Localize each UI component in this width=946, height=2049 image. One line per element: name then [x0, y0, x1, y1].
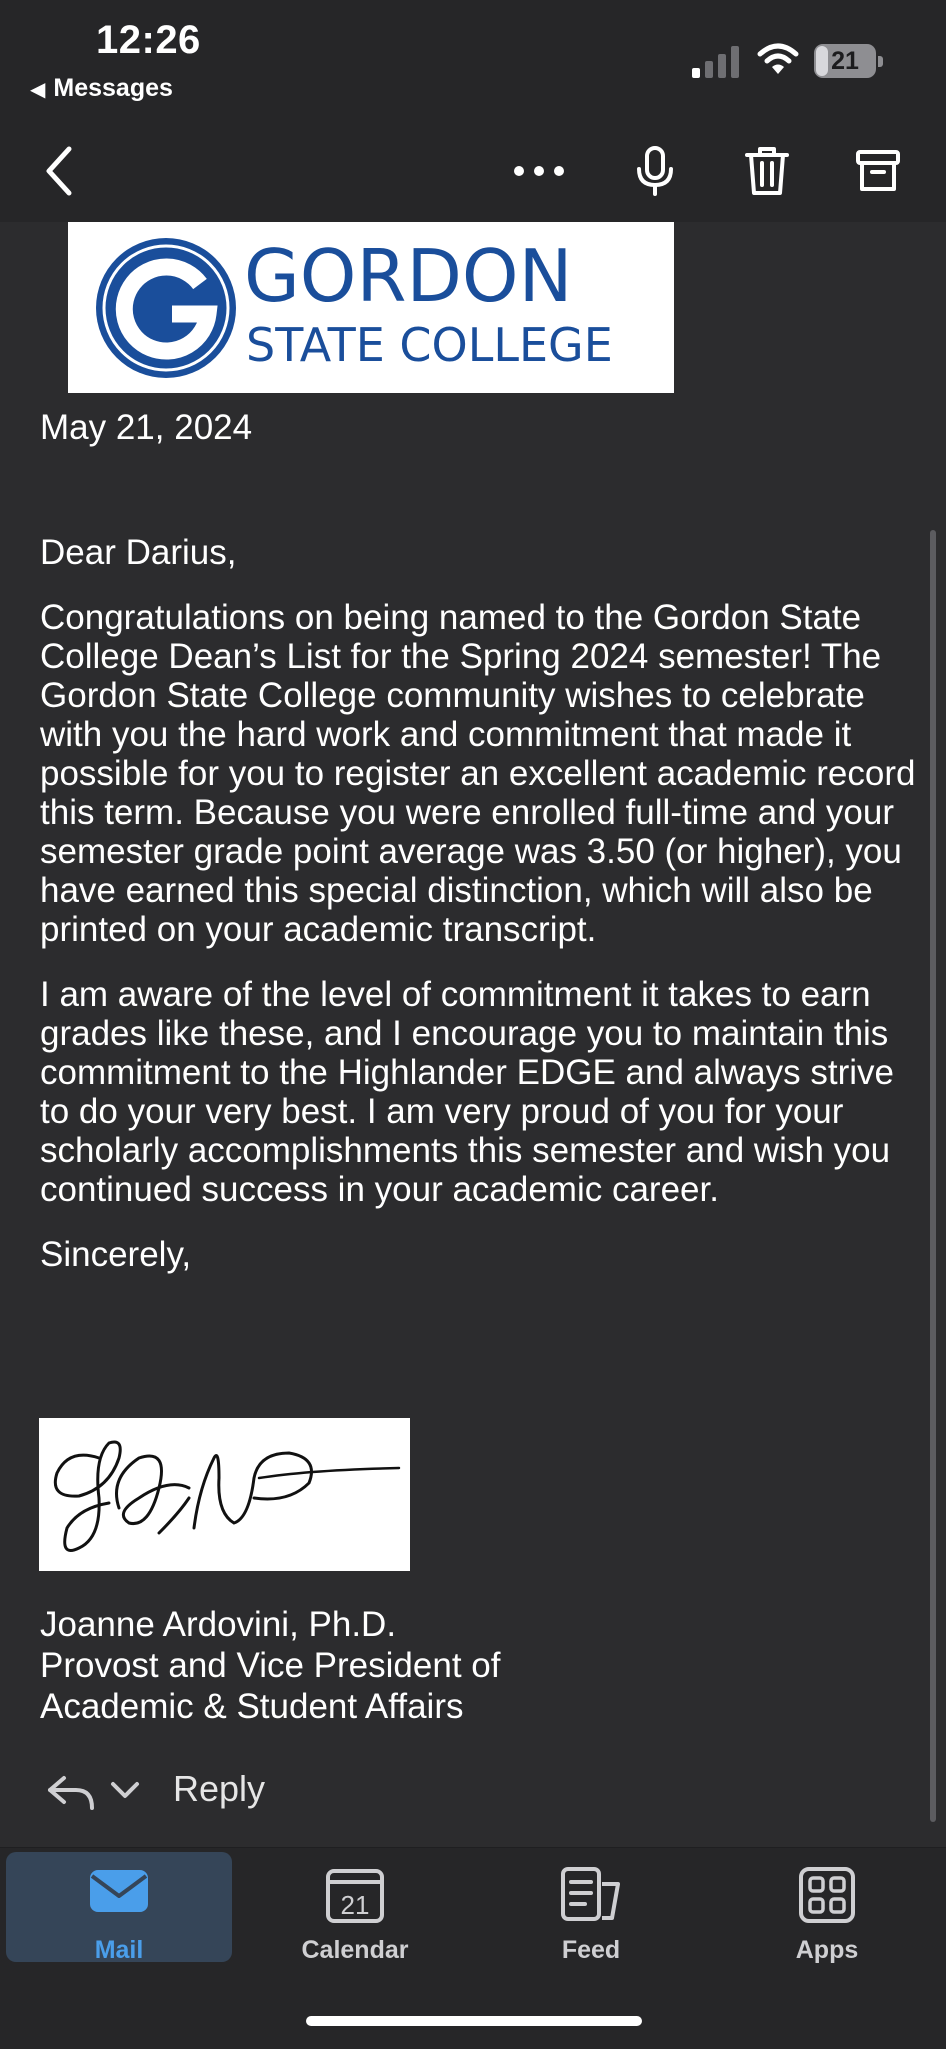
- feed-icon: [560, 1866, 622, 1924]
- logo-text-gordon: GORDON: [244, 234, 573, 318]
- scrollbar[interactable]: [930, 530, 936, 1822]
- cellular-signal-icon: [692, 46, 740, 78]
- dictate-button[interactable]: [620, 136, 690, 206]
- wifi-icon: [756, 42, 800, 78]
- logo-text-state-college: STATE COLLEGE: [246, 318, 613, 372]
- tab-apps[interactable]: [714, 1852, 940, 1962]
- signer-name: Joanne Ardovini, Ph.D.: [40, 1605, 397, 1644]
- reply-button[interactable]: Reply: [173, 1768, 266, 1809]
- apps-icon: [798, 1866, 856, 1924]
- more-button[interactable]: [504, 136, 574, 206]
- mail-icon: [88, 1866, 150, 1916]
- letter-paragraph-2: I am aware of the level of commitment it takes to earn grades like these, and I encourage you to maintain this commitment to the Highlander EDGE and always strive to do your very best. I am very proud of you for your scholarly accomplishments this semester and wish you continued success in your academic career.: [40, 975, 894, 1209]
- tab-calendar[interactable]: [242, 1852, 468, 1962]
- signer-block: [40, 1604, 500, 1727]
- letter-paragraph-1: Congratulations on being named to the Gordon State College Dean’s List for the Spring 2024 semester! The Gordon State College community wishes to celebrate with you the hard work and commitment that made it possible for you to register an excellent academic record this term. Because you were enrolled full-time and your semester grade point average was 3.50 (or higher), you have earned this special distinction, which will also be printed on your academic transcript.: [40, 598, 916, 949]
- trash-icon: [744, 145, 790, 197]
- college-logo: [68, 222, 674, 393]
- microphone-icon: [635, 145, 675, 197]
- tab-feed-label: Feed: [561, 1936, 621, 1964]
- reply-arrow-icon[interactable]: [46, 1772, 96, 1812]
- calendar-icon-day: 21: [340, 1890, 370, 1920]
- letter-closing: Sincerely,: [40, 1235, 192, 1274]
- archive-icon: [855, 148, 901, 194]
- email-toolbar: [0, 118, 946, 223]
- tab-mail-label: Mail: [94, 1936, 144, 1964]
- archive-button[interactable]: [843, 136, 913, 206]
- tab-calendar-label: Calendar: [301, 1936, 409, 1964]
- signer-title-line-1: Provost and Vice President of: [40, 1646, 501, 1685]
- email-date: May 21, 2024: [40, 408, 253, 447]
- handwritten-signature: [39, 1418, 410, 1571]
- tab-feed[interactable]: [478, 1852, 704, 1962]
- battery-cap: [878, 56, 883, 67]
- chevron-down-icon[interactable]: [110, 1780, 140, 1800]
- signature-image: [39, 1418, 410, 1571]
- back-icon: [41, 145, 77, 197]
- tab-mail[interactable]: [6, 1852, 232, 1962]
- back-triangle-icon: ◀: [30, 79, 46, 101]
- home-indicator[interactable]: [306, 2016, 642, 2026]
- status-bar: [0, 0, 946, 118]
- email-body: [0, 222, 946, 1847]
- back-button[interactable]: [24, 136, 94, 206]
- status-time: 12:26: [96, 18, 201, 62]
- back-to-app-link[interactable]: [30, 74, 173, 103]
- more-icon: [511, 164, 567, 178]
- battery-indicator: [814, 44, 886, 80]
- letter-greeting: Dear Darius,: [40, 533, 237, 572]
- tab-apps-label: Apps: [795, 1936, 859, 1964]
- calendar-icon: [325, 1866, 385, 1924]
- signer-title-line-2: Academic & Student Affairs: [40, 1687, 464, 1726]
- letter-text: [40, 533, 920, 1300]
- battery-level-text: 21: [831, 47, 859, 75]
- back-app-label: Messages: [53, 74, 173, 102]
- delete-button[interactable]: [732, 136, 802, 206]
